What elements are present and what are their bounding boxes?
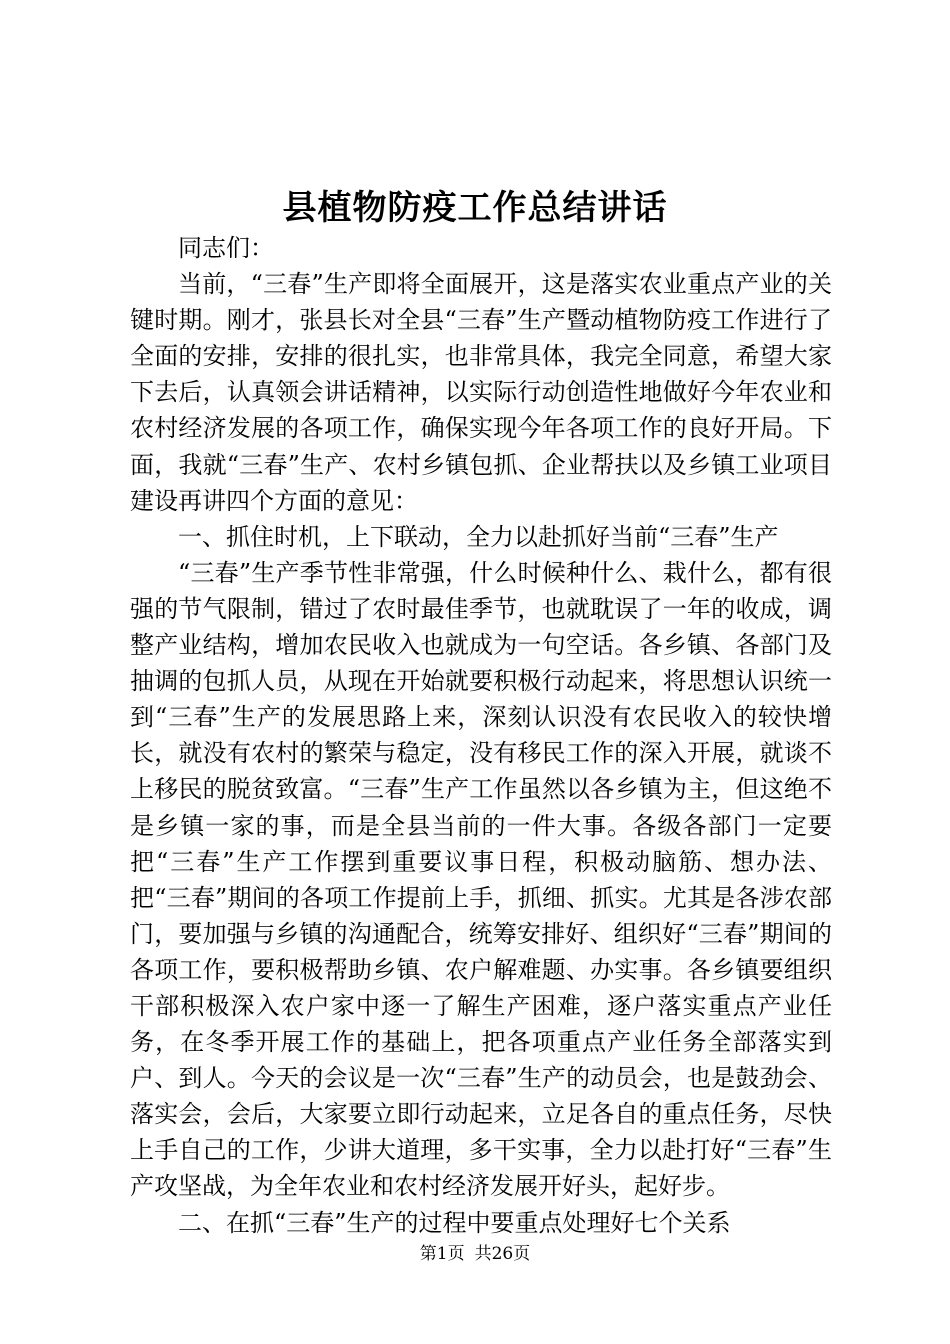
document-body <box>130 230 832 1241</box>
page-total: 共26页 <box>474 1244 531 1264</box>
greeting-line: 同志们： <box>178 234 274 262</box>
paragraph-section-1: “三春”生产季节性非常强，什么时候种什么、栽什么，都有很强的节气限制，错过了农时最佳季节，也就耽误了一年的收成，调整产业结构，增加农民收入也就成为一句空话。各乡镇、各部门及抽调的包抓人员，从现在开始就要积极行动起来，将思想认识统一到“三春”生产的发展思路上来，深刻认识没有农民收入的较快增长，就没有农村的繁荣与稳定，没有移民工作的深入开展，就谈不上移民的脱贫致富。“三春”生产工作虽然以各乡镇为主，但这绝不是乡镇一家的事，而是全县当前的一件大事。各级各部门一定要把“三春”生产工作摆到重要议事日程，积极动脑筋、想办法、把“三春”期间的各项工作提前上手，抓细、抓实。尤其是各涉农部门，要加强与乡镇的沟通配合，统筹安排好、组织好“三春”期间的各项工作，要积极帮助乡镇、农户解难题、办实事。各乡镇要组织干部积极深入农户家中逐一了解生产困难，逐户落实重点产业任务，在冬季开展工作的基础上，把各项重点产业任务全部落实到户、到人。今天的会议是一次“三春”生产的动员会，也是鼓劲会、落实会，会后，大家要立即行动起来，立足各自的重点任务，尽快上手自己的工作，少讲大道理，多干实事，全力以赴打好“三春”生产攻坚战，为全年农业和农村经济发展开好头，起好步。 <box>130 558 832 1201</box>
paragraph-intro: 当前，“三春”生产即将全面展开，这是落实农业重点产业的关键时期。刚才，张县长对全县“三春”生产暨动植物防疫工作进行了全面的安排，安排的很扎实，也非常具体，我完全同意，希望大家下去后，认真领会讲话精神，以实际行动创造性地做好今年农业和农村经济发展的各项工作，确保实现今年各项工作的良好开局。下面，我就“三春”生产、农村乡镇包抓、企业帮扶以及乡镇工业项目建设再讲四个方面的意见： <box>130 270 832 515</box>
section-heading-2: 二、在抓“三春”生产的过程中要重点处理好七个关系 <box>178 1208 731 1237</box>
section-heading-1: 一、抓住时机，上下联动，全力以赴抓好当前“三春”生产 <box>178 522 779 551</box>
page-number: 第1页 <box>419 1244 465 1264</box>
page-footer <box>0 1242 950 1266</box>
document-title: 县植物防疫工作总结讲话 <box>282 188 668 228</box>
